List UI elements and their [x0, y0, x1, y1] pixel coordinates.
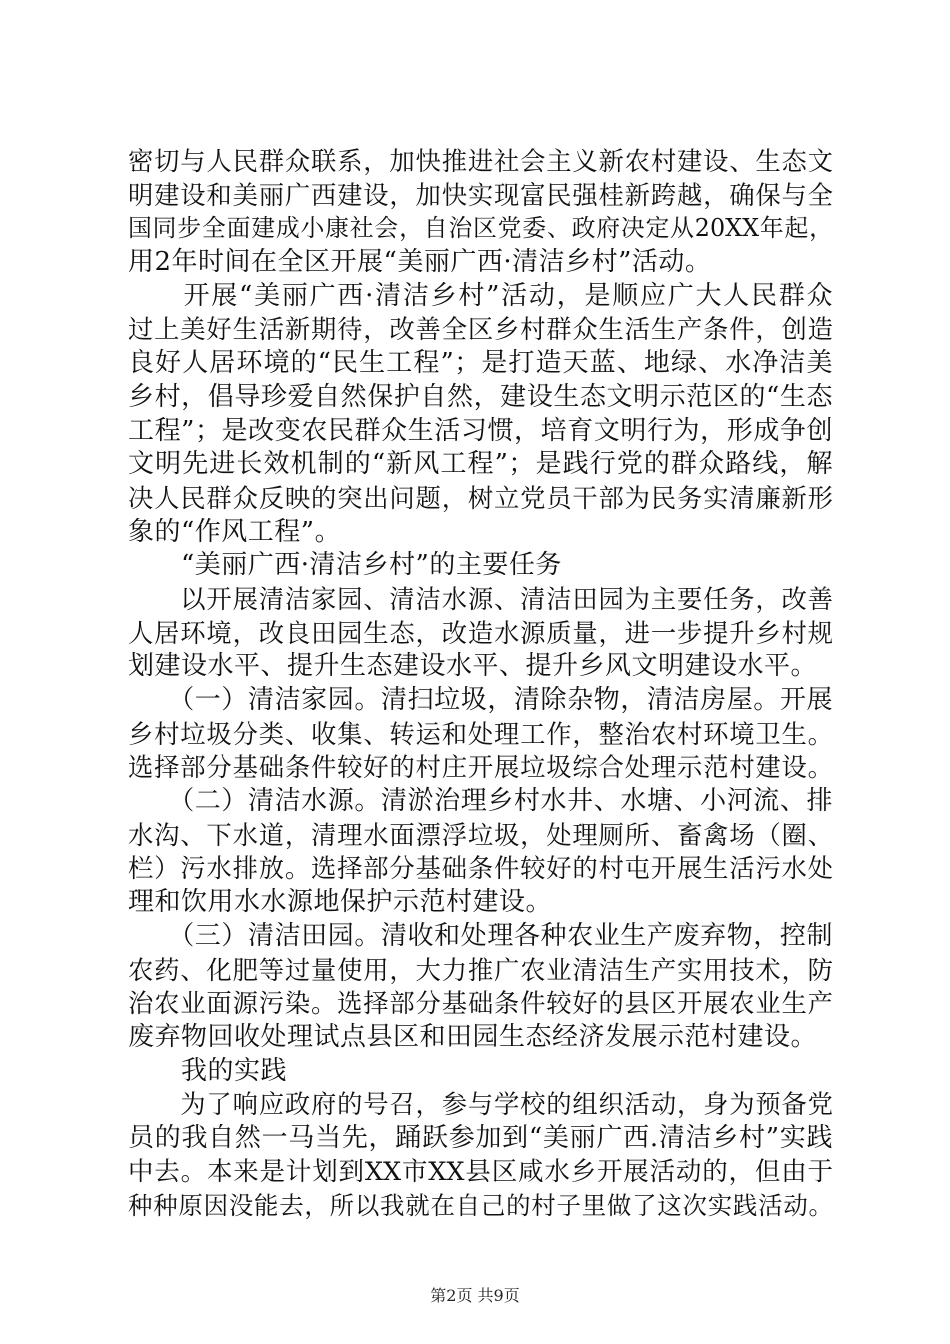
text-line: 栏）污水排放。选择部分基础条件较好的村屯开展生活污水处 — [128, 853, 833, 884]
text-line: （一）清洁家园。清扫垃圾，清除杂物，清洁房屋。开展 — [128, 685, 833, 715]
text-line: 良好人居环境的“民生工程”；是打造天蓝、地绿、水净洁美 — [128, 348, 833, 379]
document-body — [128, 145, 833, 1223]
text-line: 决人民群众反映的突出问题，树立党员干部为民务实清廉新形 — [128, 482, 833, 513]
text-line: 过上美好生活新期待，改善全区乡村群众生活生产条件，创造 — [128, 314, 833, 345]
text-line: 密切与人民群众联系，加快推进社会主义新农村建设、生态文 — [128, 146, 833, 176]
text-line: 农药、化肥等过量使用，大力推广农业清洁生产实用技术，防 — [128, 954, 833, 985]
text-line: 人居环境，改良田园生态，改造水源质量，进一步提升乡村规 — [128, 617, 833, 648]
text-line: 国同步全面建成小康社会，自治区党委、政府决定从20XX年起， — [128, 214, 833, 243]
text-line: 种种原因没能去，所以我就在自己的村子里做了这次实践活动。 — [128, 1191, 833, 1221]
text-line: 乡村，倡导珍爱自然保护自然，建设生态文明示范区的“生态 — [128, 381, 833, 412]
text-line: 水沟、下水道，清理水面漂浮垃圾，处理厕所、畜禽场（圈、 — [128, 819, 833, 850]
text-line: 选择部分基础条件较好的村庄开展垃圾综合处理示范村建设。 — [128, 752, 833, 783]
text-line: 象的“作风工程”。 — [128, 516, 342, 547]
text-line: 划建设水平、提升生态建设水平、提升乡风文明建设水平。 — [128, 651, 818, 682]
text-line: 工程”；是改变农民群众生活习惯，培育文明行为，形成争创 — [128, 415, 833, 446]
text-line: 用2年时间在全区开展“美丽广西·清洁乡村”活动。 — [128, 247, 712, 278]
page-footer: 第2页 共9页 — [430, 1286, 520, 1305]
text-line: 中去。本来是计划到XX市XX县区咸水乡开展活动的，但由于 — [128, 1156, 833, 1187]
text-line: 理和饮用水水源地保护示范村建设。 — [128, 887, 553, 918]
text-line: 文明先进长效机制的“新风工程”；是践行党的群众路线，解 — [128, 449, 833, 480]
text-line: 员的我自然一马当先，踊跃参加到“美丽广西.清洁乡村”实践 — [128, 1122, 833, 1153]
text-line: 明建设和美丽广西建设，加快实现富民强桂新跨越，确保与全 — [128, 179, 833, 210]
text-line: 开展“美丽广西·清洁乡村”活动，是顺应广大人民群众 — [128, 280, 833, 311]
text-line: 以开展清洁家园、清洁水源、清洁田园为主要任务，改善 — [128, 583, 833, 614]
section-heading: “美丽广西·清洁乡村”的主要任务 — [128, 550, 562, 581]
text-line: 为了响应政府的号召，参与学校的组织活动，身为预备党 — [128, 1089, 833, 1120]
text-line: 废弃物回收处理试点县区和田园生态经济发展示范村建设。 — [128, 1021, 818, 1052]
section-heading: 我的实践 — [128, 1055, 288, 1086]
text-line: 治农业面源污染。选择部分基础条件较好的县区开展农业生产 — [128, 988, 833, 1019]
text-line: （二）清洁水源。清淤治理乡村水井、水塘、小河流、排 — [128, 786, 833, 817]
text-line: （三）清洁田园。清收和处理各种农业生产废弃物，控制 — [128, 920, 833, 951]
text-line: 乡村垃圾分类、收集、转运和处理工作，整治农村环境卫生。 — [128, 718, 833, 749]
